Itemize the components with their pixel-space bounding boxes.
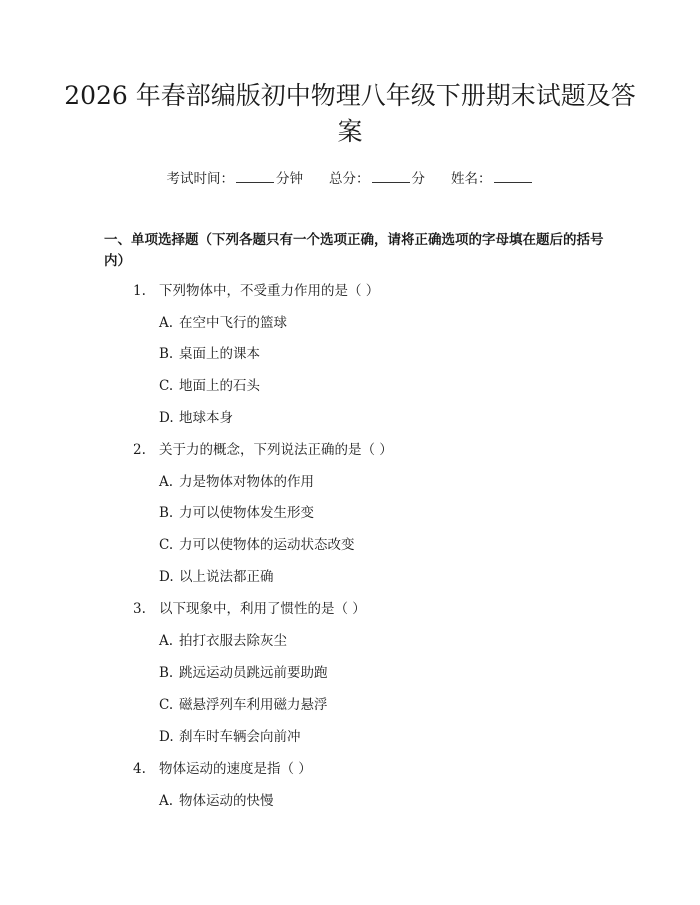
score-unit: 分 xyxy=(411,171,425,187)
question-3-option-c xyxy=(159,695,328,715)
option-text: 力可以使物体的运动状态改变 xyxy=(179,537,355,553)
time-unit: 分钟 xyxy=(276,171,303,187)
time-label: 考试时间： xyxy=(166,171,234,187)
option-letter: C. xyxy=(159,378,174,394)
option-letter: B. xyxy=(159,665,174,681)
question-1-option-b xyxy=(159,344,260,364)
question-2-option-c xyxy=(159,535,355,555)
time-blank xyxy=(236,168,274,183)
name-label: 姓名： xyxy=(451,171,492,187)
option-text: 力是物体对物体的作用 xyxy=(179,474,314,490)
option-text: 物体运动的快慢 xyxy=(179,793,274,809)
question-2-option-b xyxy=(159,503,314,523)
question-4 xyxy=(133,759,312,779)
question-3-option-b xyxy=(159,663,328,683)
question-1-option-d xyxy=(159,408,233,428)
option-text: 磁悬浮列车利用磁力悬浮 xyxy=(179,697,328,713)
page-title: 2026 年春部编版初中物理八年级下册期末试题及答案 xyxy=(64,81,636,146)
score-label: 总分： xyxy=(329,171,370,187)
question-text: 以下现象中，利用了惯性的是（ ） xyxy=(159,601,366,617)
option-letter: D. xyxy=(159,569,174,585)
question-number: 3. xyxy=(133,601,146,617)
option-letter: B. xyxy=(159,505,174,521)
question-text: 关于力的概念，下列说法正确的是（ ） xyxy=(159,442,393,458)
option-letter: C. xyxy=(159,697,174,713)
question-text: 物体运动的速度是指（ ） xyxy=(159,761,312,777)
question-1-option-a xyxy=(159,313,287,333)
section-heading: 一、单项选择题（下列各题只有一个选项正确，请将正确选项的字母填在题后的括号内） xyxy=(104,232,604,269)
question-2-option-d xyxy=(159,567,274,587)
question-4-option-a xyxy=(159,791,274,811)
option-letter: A. xyxy=(159,793,174,809)
name-blank xyxy=(494,168,532,183)
option-text: 在空中飞行的篮球 xyxy=(179,315,287,331)
option-text: 地球本身 xyxy=(179,410,233,426)
option-letter: C. xyxy=(159,537,174,553)
question-3 xyxy=(133,599,366,619)
option-text: 拍打衣服去除灰尘 xyxy=(179,633,287,649)
question-2-option-a xyxy=(159,472,314,492)
option-letter: D. xyxy=(159,410,174,426)
option-letter: D. xyxy=(159,729,174,745)
option-text: 地面上的石头 xyxy=(179,378,260,394)
question-1-option-c xyxy=(159,376,260,396)
question-1 xyxy=(133,281,379,301)
option-text: 桌面上的课本 xyxy=(179,346,260,362)
question-number: 2. xyxy=(133,442,146,458)
option-letter: A. xyxy=(159,633,174,649)
question-2 xyxy=(133,440,393,460)
option-text: 以上说法都正确 xyxy=(179,569,274,585)
option-text: 力可以使物体发生形变 xyxy=(179,505,314,521)
option-letter: A. xyxy=(159,315,174,331)
option-letter: A. xyxy=(159,474,174,490)
option-letter: B. xyxy=(159,346,174,362)
option-text: 跳远运动员跳远前要助跑 xyxy=(179,665,328,681)
exam-meta-line xyxy=(0,168,700,189)
question-number: 1. xyxy=(133,283,146,299)
question-number: 4. xyxy=(133,761,146,777)
score-blank xyxy=(372,168,410,183)
question-3-option-a xyxy=(159,631,287,651)
question-3-option-d xyxy=(159,727,301,747)
option-text: 刹车时车辆会向前冲 xyxy=(179,729,301,745)
question-text: 下列物体中，不受重力作用的是（ ） xyxy=(159,283,380,299)
